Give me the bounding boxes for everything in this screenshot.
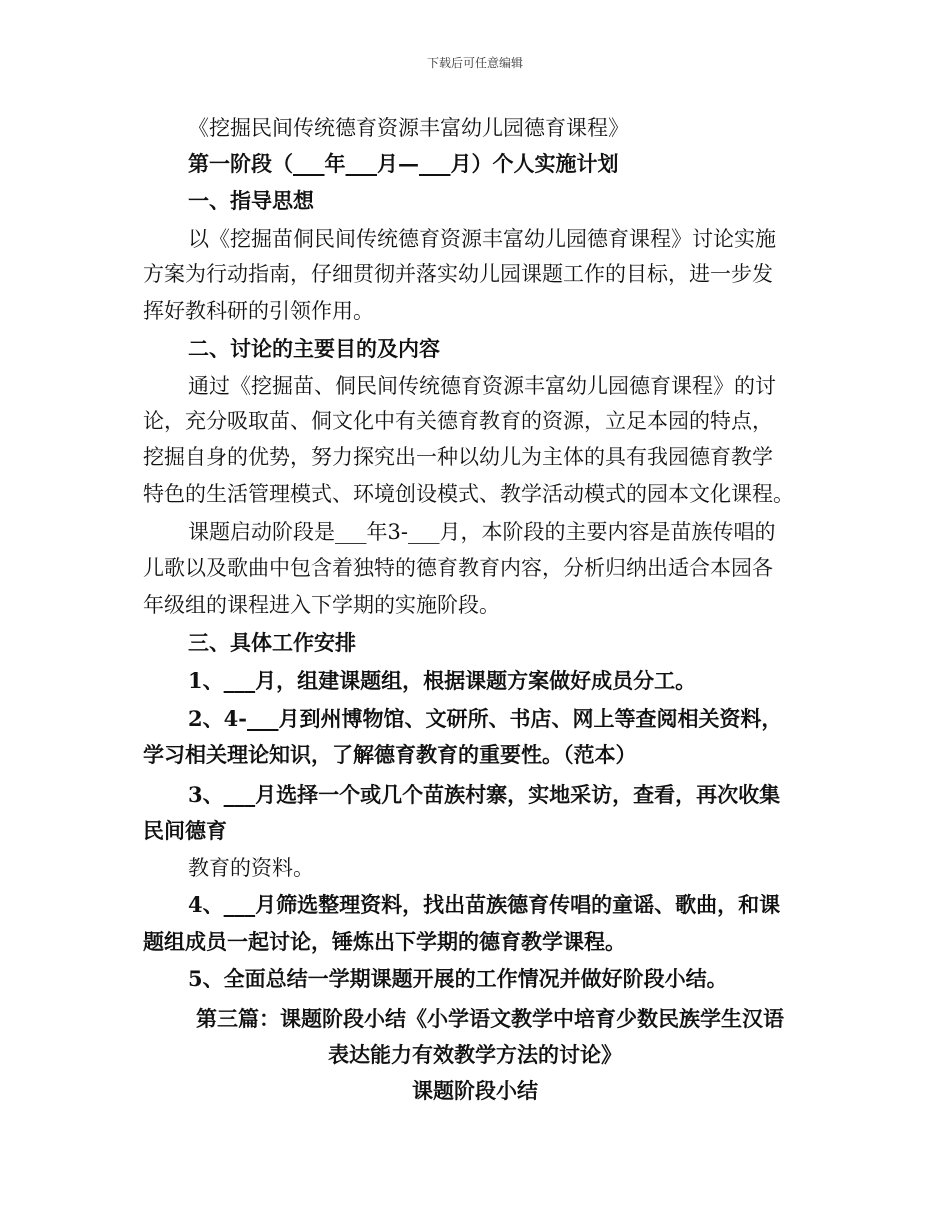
section-1-line: 方案为行动指南，仔细贯彻并落实幼儿园课题工作的目标，进一步发 — [143, 262, 773, 286]
section-2-line: 课题启动阶段是___年3-___月，本阶段的主要内容是苗族传唱的 — [188, 520, 776, 544]
section-1-line: 挥好教科研的引领作用。 — [143, 299, 374, 323]
section-2-line: 年级组的课程进入下学期的实施阶段。 — [143, 593, 500, 617]
work-item: 学习相关理论知识，了解德育教育的重要性。（范本） — [143, 742, 637, 767]
work-item: 题组成员一起讨论，锤炼出下学期的德育教学课程。 — [143, 929, 626, 954]
work-item: 5、全面总结一学期课题开展的工作情况并做好阶段小结。 — [188, 966, 728, 991]
section-2-line: 通过《挖掘苗、侗民间传统德育资源丰富幼儿园德育课程》的讨 — [188, 374, 776, 398]
work-item: 民间德育 — [143, 818, 227, 843]
part3-subtitle: 课题阶段小结 — [412, 1078, 538, 1103]
section-2-line: 儿歌以及歌曲中包含着独特的德育教育内容，分析归纳出适合本园各 — [143, 556, 773, 580]
work-item: 3、___月选择一个或几个苗族村寨，实地采访，查看，再次收集 — [188, 782, 781, 807]
phase-heading: 第一阶段（___年___月—___月）个人实施计划 — [188, 151, 619, 176]
work-item: 1、___月，组建课题组，根据课题方案做好成员分工。 — [188, 668, 697, 693]
section-3-heading: 三、具体工作安排 — [188, 630, 356, 655]
section-2-line: 特色的生活管理模式、环境创设模式、教学活动模式的园本文化课程。 — [143, 482, 794, 506]
part3-title-line1: 第三篇：课题阶段小结《小学语文教学中培育少数民族学生汉语 — [196, 1006, 784, 1031]
work-item: 2、4-___月到州博物馆、文研所、书店、网上等查阅相关资料， — [188, 706, 783, 731]
doc-title: 《挖掘民间传统德育资源丰富幼儿园德育课程》 — [188, 116, 629, 140]
section-1-line: 以《挖掘苗侗民间传统德育资源丰富幼儿园德育课程》讨论实施 — [188, 227, 776, 251]
section-1-heading: 一、指导思想 — [188, 188, 314, 213]
work-item: 4、___月筛选整理资料，找出苗族德育传唱的童谣、歌曲，和课 — [188, 892, 781, 917]
work-item: 教育的资料。 — [188, 856, 314, 880]
section-2-line: 论，充分吸取苗、侗文化中有关德育教育的资源，立足本园的特点， — [143, 409, 773, 433]
page-header: 下载后可任意编辑 — [426, 56, 523, 70]
section-2-line: 挖掘自身的优势，努力探究出一种以幼儿为主体的具有我园德育教学 — [143, 445, 773, 469]
part3-title-line2: 表达能力有效教学方法的讨论》 — [328, 1042, 622, 1067]
section-2-heading: 二、讨论的主要目的及内容 — [188, 336, 440, 361]
